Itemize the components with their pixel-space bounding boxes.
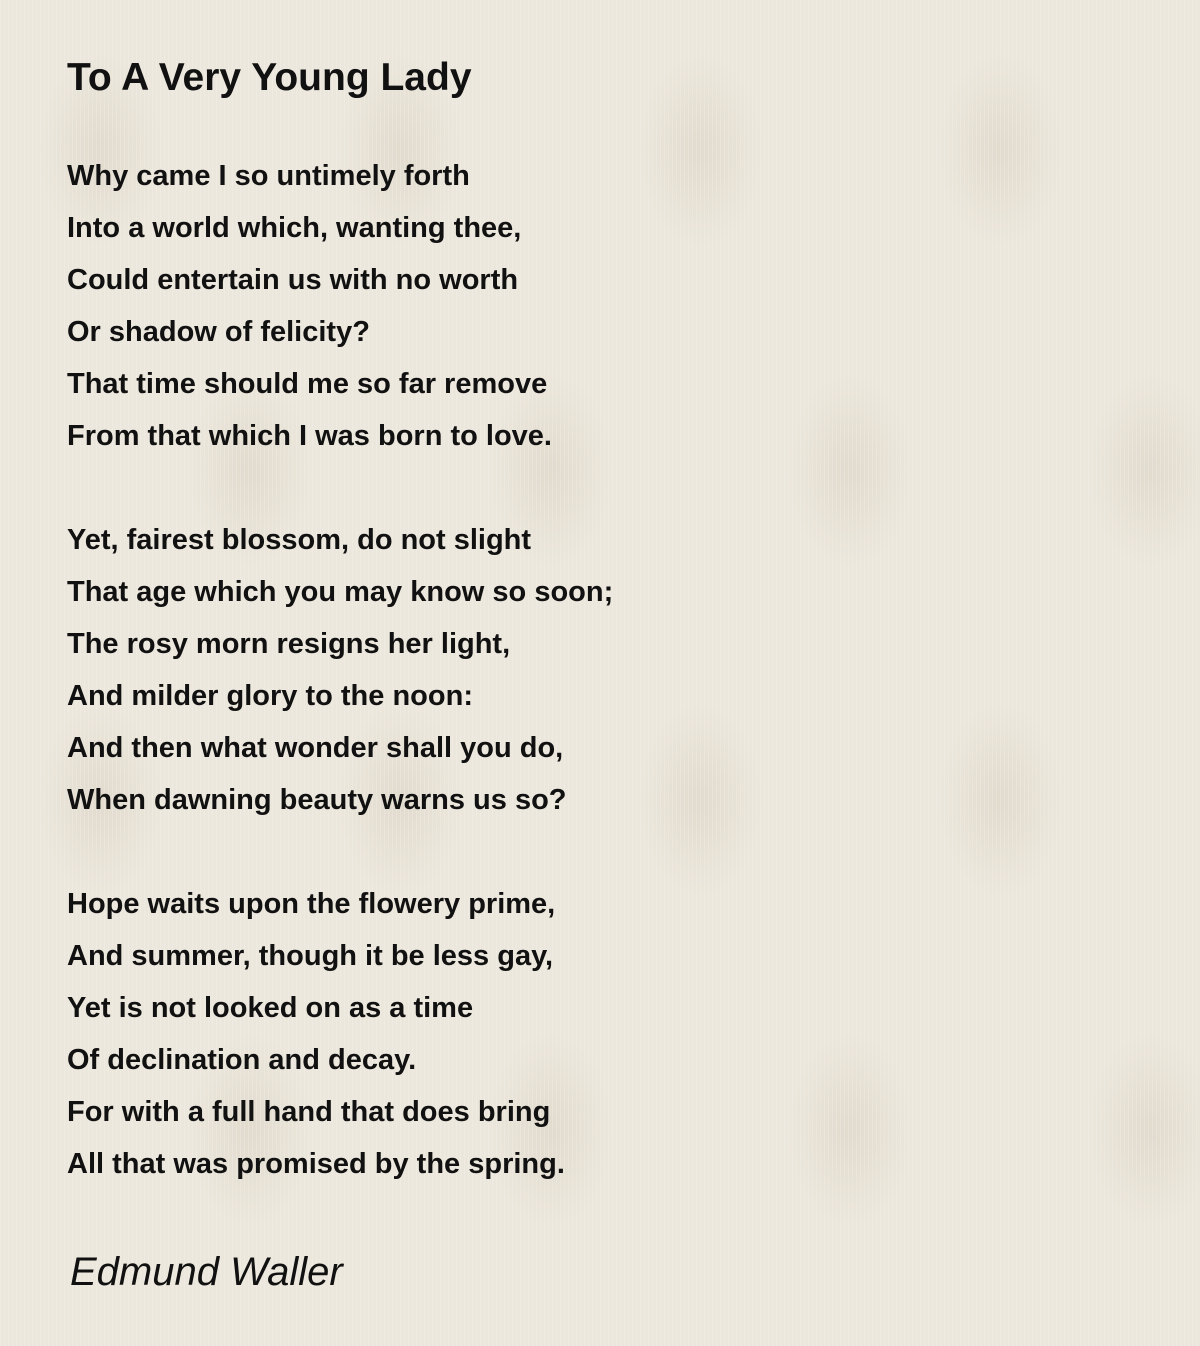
stanza-3 — [67, 878, 1167, 1190]
poem-line: That age which you may know so soon; — [67, 576, 614, 608]
poem-line: Why came I so untimely forth — [67, 160, 470, 192]
poem-line: Could entertain us with no worth — [67, 264, 519, 296]
poem-line: Of declination and decay. — [67, 1044, 417, 1076]
stanza-separator — [67, 826, 1167, 878]
poem-line: All that was promised by the spring. — [67, 1148, 565, 1180]
stanza-1 — [67, 150, 1167, 462]
poem-author: Edmund Waller — [70, 1250, 343, 1294]
poem-line: Into a world which, wanting thee, — [67, 212, 522, 244]
poem-line: For with a full hand that does bring — [67, 1096, 551, 1128]
poem-title: To A Very Young Lady — [67, 56, 472, 99]
poem-line: When dawning beauty warns us so? — [67, 784, 567, 816]
stanza-2 — [67, 514, 1167, 826]
poem-line: And milder glory to the noon: — [67, 680, 473, 712]
poem-line: The rosy morn resigns her light, — [67, 628, 511, 660]
poem-line: Or shadow of felicity? — [67, 316, 370, 348]
poem-line: That time should me so far remove — [67, 368, 548, 400]
poem-line: Yet, fairest blossom, do not slight — [67, 524, 532, 556]
poem-body — [67, 150, 1167, 1190]
stanza-separator — [67, 462, 1167, 514]
poem-line: And summer, though it be less gay, — [67, 940, 554, 972]
poem-line: Yet is not looked on as a time — [67, 992, 474, 1024]
poem-container — [67, 50, 1167, 1190]
poem-line: And then what wonder shall you do, — [67, 732, 564, 764]
poem-line: From that which I was born to love. — [67, 420, 552, 452]
poem-line: Hope waits upon the flowery prime, — [67, 888, 556, 920]
